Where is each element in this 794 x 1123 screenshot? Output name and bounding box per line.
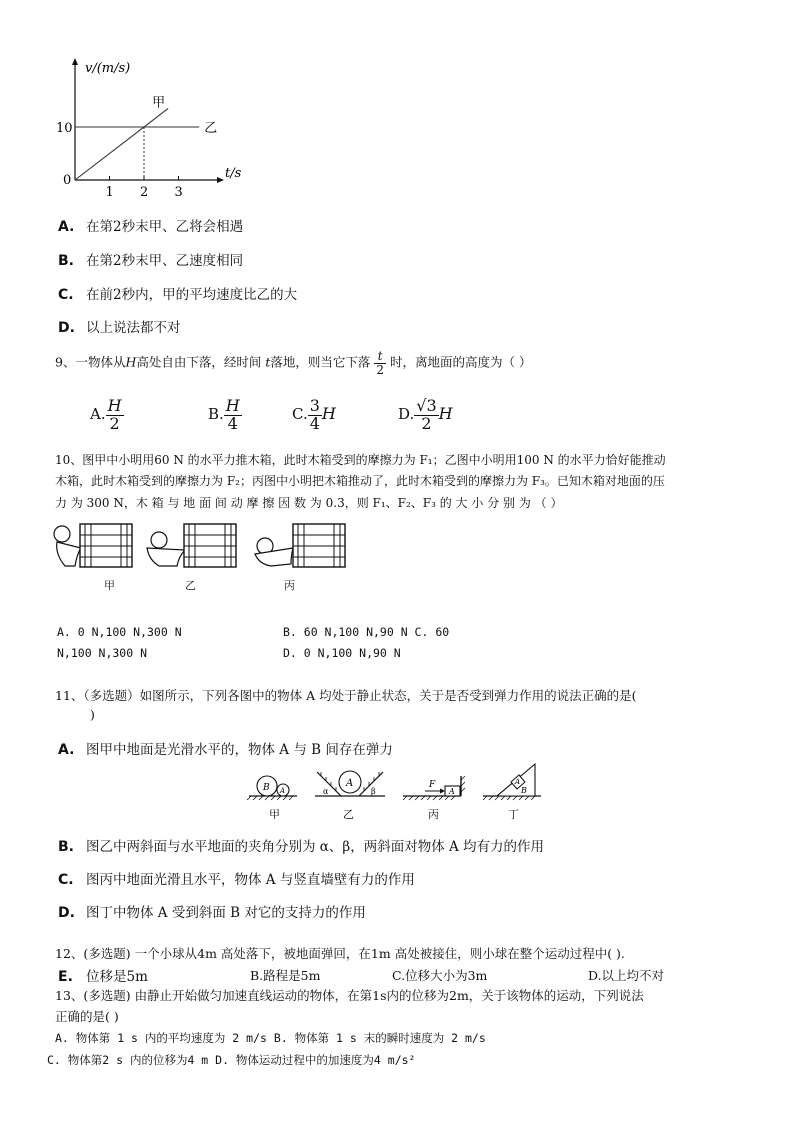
frac-num: H <box>107 396 122 415</box>
q13-stem-line1: 13、(多选题) 由静止开始做匀加速直线运动的物体，在第1s内的位移为2m，关于该物体的运动，下列说法 <box>55 988 644 1003</box>
q11-option-c <box>58 868 415 888</box>
angle-beta: β <box>371 787 376 796</box>
q13-options-a-b: A. 物体第 1 s 内的平均速度为 2 m/s B. 物体第 1 s 末的瞬时速度为 2 m/s <box>55 1031 486 1045</box>
q9-stem-part: 时，离地面的高度为（ ） <box>390 354 532 370</box>
option-text: 在前2秒内，甲的平均速度比乙的大 <box>86 287 298 303</box>
q11-option-b <box>58 835 544 855</box>
q10-option-c-cont: N,100 N,300 N <box>57 646 148 660</box>
fig-label-jia: 甲 <box>269 808 280 821</box>
letter-b: B <box>263 783 270 793</box>
option-fraction <box>106 398 124 433</box>
q9-option-a <box>90 398 124 433</box>
q9-option-d <box>398 398 453 433</box>
option-text: 以上说法都不对 <box>86 320 181 336</box>
q10-stem-line1: 10、图甲中小明用60 N 的水平力推木箱，此时木箱受到的摩擦力为 F₁；乙图中小明用100 N 的水平力恰好能推动 <box>55 453 666 467</box>
frac-den: 2 <box>421 413 432 433</box>
fig-label-ding: 丁 <box>508 808 519 821</box>
q10-option-a: A. 0 N,100 N,300 N <box>57 625 182 639</box>
option-letter: D. <box>58 320 75 336</box>
q8-option-b <box>58 249 243 269</box>
q12-option-c: C.位移大小为3m <box>392 968 488 983</box>
frac-den: 4 <box>227 413 238 433</box>
y-axis-arrow <box>72 58 78 65</box>
option-text: 图丁中物体 A 受到斜面 B 对它的支持力的作用 <box>86 905 366 921</box>
q11-stem-line1: 11、（多选题）如图所示，下列各图中的物体 A 均处于静止状态，关于是否受到弹力作用的说法正确的是( <box>55 688 637 703</box>
q8-option-c <box>58 283 297 303</box>
series-line-1 <box>75 108 168 180</box>
q12-option-d: D.以上均不对 <box>588 968 665 983</box>
fig-label-yi: 乙 <box>185 579 196 592</box>
letter-a: A <box>515 778 521 786</box>
fig-label-yi: 乙 <box>343 808 354 821</box>
option-text: 在第2秒末甲、乙速度相同 <box>86 253 244 269</box>
y-tick-label-10: 10 <box>56 121 73 136</box>
q12-option-b: B.路程是5m <box>250 968 321 983</box>
figure-bing <box>255 524 345 567</box>
y-axis-label: v/(m/s) <box>85 61 131 76</box>
q11-option-a <box>58 738 393 758</box>
letter-a: A <box>449 787 455 796</box>
q9-stem-part: 9、一物体从 <box>55 354 126 370</box>
origin-label: 0 <box>63 173 72 188</box>
option-text: 图甲中地面是光滑水平的，物体 A 与 B 间存在弹力 <box>86 742 393 758</box>
series-label-1: 甲 <box>152 95 166 111</box>
x-tick-label-1: 1 <box>105 185 114 200</box>
q10-push-box-figures <box>47 518 347 570</box>
frac-num: t <box>374 350 386 364</box>
q11-option-d <box>58 901 366 921</box>
boy-body <box>147 548 185 566</box>
q11-elastic-force-figures <box>245 760 545 802</box>
option-suffix: H <box>321 403 336 423</box>
option-letter: B. <box>58 253 74 269</box>
fig-label-jia: 甲 <box>104 579 115 592</box>
option-letter: A. <box>58 742 75 758</box>
frac-num: √3 <box>416 396 437 415</box>
q9-var: t <box>265 354 271 370</box>
option-text: 在第2秒末甲、乙将会相遇 <box>86 219 244 235</box>
q8-option-a <box>58 215 243 235</box>
boy-body <box>57 542 81 566</box>
q9-option-c <box>292 398 336 433</box>
q13-stem-line2: 正确的是( ) <box>55 1009 119 1024</box>
option-letter: E. <box>58 969 73 985</box>
option-fraction <box>414 398 438 433</box>
frac-num: 3 <box>309 396 320 415</box>
option-letter: D. <box>58 905 75 921</box>
option-text: 位移是5m <box>86 969 148 985</box>
q9-stem <box>55 350 532 376</box>
fig-label-bing: 丙 <box>428 808 439 821</box>
option-letter: D. <box>398 404 415 423</box>
x-axis-arrow <box>217 177 224 183</box>
boy-head <box>54 526 70 542</box>
q12-option-e <box>58 965 148 985</box>
frac-den: 2 <box>376 362 385 377</box>
figure-ding <box>483 764 541 800</box>
velocity-time-chart <box>55 50 265 200</box>
figure-jia <box>247 776 297 800</box>
option-letter: C. <box>292 404 308 423</box>
option-letter: A. <box>58 219 75 235</box>
fig-label-bing: 丙 <box>284 579 295 592</box>
option-text: 图丙中地面光滑且水平，物体 A 与竖直墙壁有力的作用 <box>86 872 415 888</box>
q11-stem-line2: ) <box>90 707 95 722</box>
boy-head <box>151 532 167 548</box>
figure-yi <box>315 771 385 796</box>
q9-var: H <box>125 354 137 370</box>
letter-a: A <box>280 787 286 795</box>
option-suffix: H <box>438 403 453 423</box>
q10-stem-line3: 力 为 300 N，木 箱 与 地 面 间 动 摩 擦 因 数 为 0.3，则 F₁、F₂、F₃ 的 大 小 分 别 为 （ ） <box>55 496 563 510</box>
q8-option-d <box>58 316 181 336</box>
q9-option-b <box>208 398 242 433</box>
option-letter: B. <box>58 839 74 855</box>
q13-options-c-d: C. 物体第2 s 内的位移为4 m D. 物体运动过程中的加速度为4 m/s² <box>47 1053 416 1067</box>
figure-yi <box>147 524 236 567</box>
series-label-2: 乙 <box>204 121 218 136</box>
option-letter: C. <box>58 287 74 303</box>
q9-stem-part: 落地，则当它下落 <box>270 354 371 370</box>
q10-stem-line2: 木箱，此时木箱受到的摩擦力为 F₂；丙图中小明把木箱推动了，此时木箱受到的摩擦力为 F₃。已知木箱对地面的压 <box>55 474 665 488</box>
letter-f: F <box>429 780 436 790</box>
frac-num: H <box>225 396 240 415</box>
figure-jia <box>54 524 132 567</box>
option-fraction <box>308 398 322 433</box>
letter-a: A <box>346 778 354 789</box>
option-letter: B. <box>208 404 224 423</box>
x-axis-label: t/s <box>225 166 242 181</box>
chart-series <box>75 95 217 180</box>
figure-bing <box>403 776 465 800</box>
frac-den: 2 <box>109 413 120 433</box>
q10-option-d: D. 0 N,100 N,90 N <box>283 646 401 660</box>
x-tick-label-2: 2 <box>140 185 149 200</box>
frac-den: 4 <box>309 413 320 433</box>
angle-alpha: α <box>323 787 329 796</box>
q9-stem-part: 高处自由下落，经时间 <box>136 354 262 370</box>
q10-option-b-c: B. 60 N,100 N,90 N C. 60 <box>283 625 450 639</box>
option-letter: C. <box>58 872 74 888</box>
option-fraction <box>224 398 242 433</box>
q9-fraction <box>374 350 386 376</box>
q12-stem: 12、(多选题) 一个小球从4m 高处落下，被地面弹回，在1m 高处被接住，则小球在整个运动过程中( ). <box>55 946 625 961</box>
letter-b: B <box>521 786 527 795</box>
option-text: 图乙中两斜面与水平地面的夹角分别为 α、β，两斜面对物体 A 均有力的作用 <box>86 839 545 855</box>
chart-guides <box>110 127 179 180</box>
x-tick-label-3: 3 <box>174 185 183 200</box>
option-letter: A. <box>90 404 106 423</box>
